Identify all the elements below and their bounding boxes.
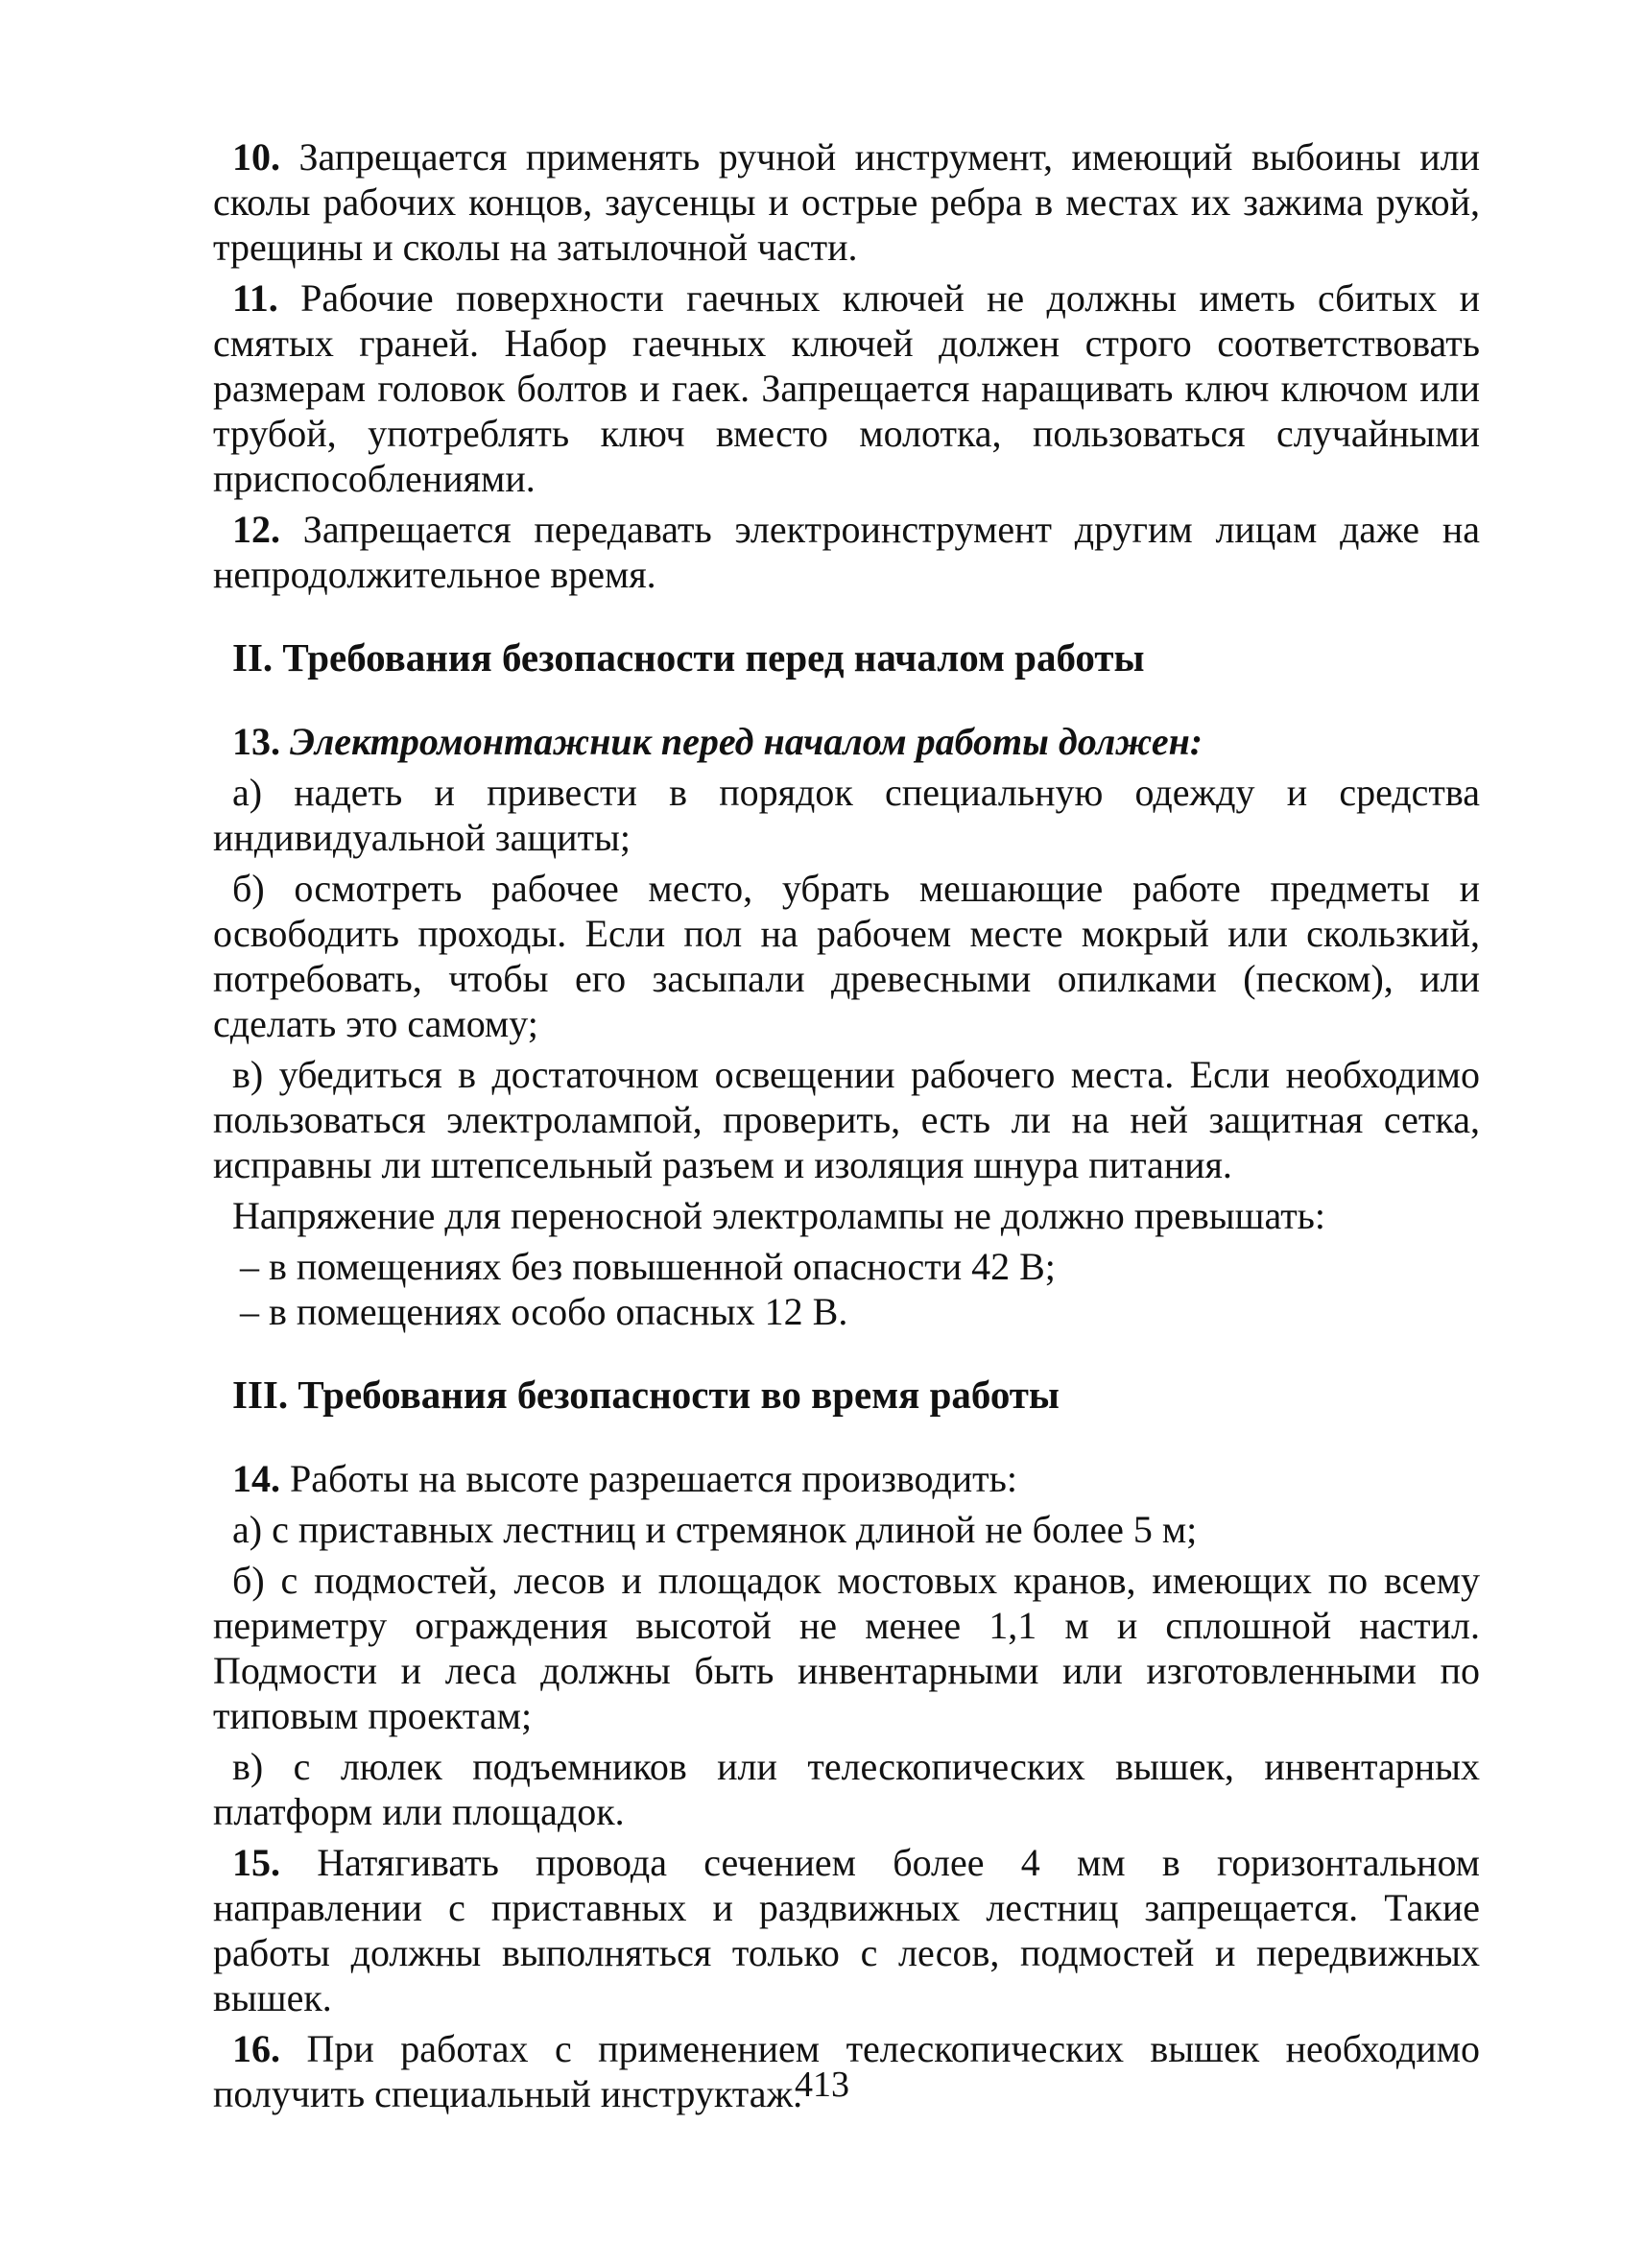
item-13-a: а) надеть и привести в порядок специальную одежду и средства индивидуальной защиты; [213, 771, 1480, 859]
item-14-b: б) с подмостей, лесов и площадок мостовых кранов, имеющих по всему периметру ограждения высотой не менее 1,1 м и сплошной настил. Подмости и леса должны быть инвентарными или изготовленными по типовым проектам; [213, 1559, 1480, 1737]
item-14-c: в) с люлек подъемников или телескопических вышек, инвентарных платформ или площадок. [213, 1745, 1480, 1833]
item-15 [213, 1840, 1480, 2020]
item-16-text: При работах с применением телескопических вышек необходимо получить специальный инструктаж. [213, 2027, 1480, 2115]
document-page [213, 134, 1480, 2122]
voltage-dash-2: – в помещениях особо опасных 12 В. [240, 1290, 848, 1333]
item-10 [213, 134, 1480, 270]
item-11-number: 11. [232, 276, 278, 320]
item-14-a: а) с приставных лестниц и стремянок длиной не более 5 м; [232, 1508, 1198, 1551]
item-10-number: 10. [232, 135, 280, 179]
item-13-lead: Электромонтажник перед началом работы должен: [280, 720, 1203, 763]
item-16-number: 16. [232, 2027, 280, 2070]
item-15-text: Натягивать провода сечением более 4 мм в горизонтальном направлении с приставных и раздвижных лестниц запрещается. Такие работы должны выполняться только с лесов, подмостей и передвижных вышек. [213, 1841, 1480, 2019]
item-10-text: Запрещается применять ручной инструмент, имеющий выбоины или сколы рабочих концов, заусенцы и острые ребра в местах их зажима рукой, трещины и сколы на затылочной части. [213, 135, 1480, 269]
section-2-heading: II. Требования безопасности перед началом работы [232, 635, 1145, 680]
item-13-b: б) осмотреть рабочее место, убрать мешающие работе предметы и освободить проходы. Если пол на рабочем месте мокрый или скользкий, потребовать, чтобы его засыпали древесными опилками (песком), или сделать это самому; [213, 867, 1480, 1045]
item-13-c: в) убедиться в достаточном освещении рабочего места. Если необходимо пользоваться электролампой, проверить, есть ли на ней защитная сетка, исправны ли штепсельный разъем и изоляция шнура питания. [213, 1053, 1480, 1186]
item-14-number: 14. [232, 1457, 280, 1500]
item-12-text: Запрещается передавать электроинструмент другим лицам даже на непродолжительное время. [213, 508, 1480, 596]
section-3-heading: III. Требования безопасности во время работы [232, 1373, 1060, 1417]
item-12-number: 12. [232, 508, 280, 551]
item-13 [213, 719, 1480, 764]
page-number: 413 [795, 2065, 849, 2105]
item-11 [213, 275, 1480, 501]
item-15-number: 15. [232, 1841, 280, 1884]
item-14 [213, 1456, 1480, 1501]
item-14-text: Работы на высоте разрешается производить: [280, 1457, 1017, 1500]
item-12 [213, 507, 1480, 597]
voltage-intro: Напряжение для переносной электролампы не должно превышать: [232, 1194, 1326, 1237]
item-13-number: 13. [232, 720, 280, 763]
voltage-dash-1: – в помещениях без повышенной опасности 42 В; [240, 1245, 1056, 1288]
item-11-text: Рабочие поверхности гаечных ключей не должны иметь сбитых и смятых граней. Набор гаечных ключей должен строго соответствовать размерам головок болтов и гаек. Запрещается наращивать ключ ключом или трубой, употреблять ключ вместо молотка, пользоваться случайными приспособлениями. [213, 276, 1480, 500]
